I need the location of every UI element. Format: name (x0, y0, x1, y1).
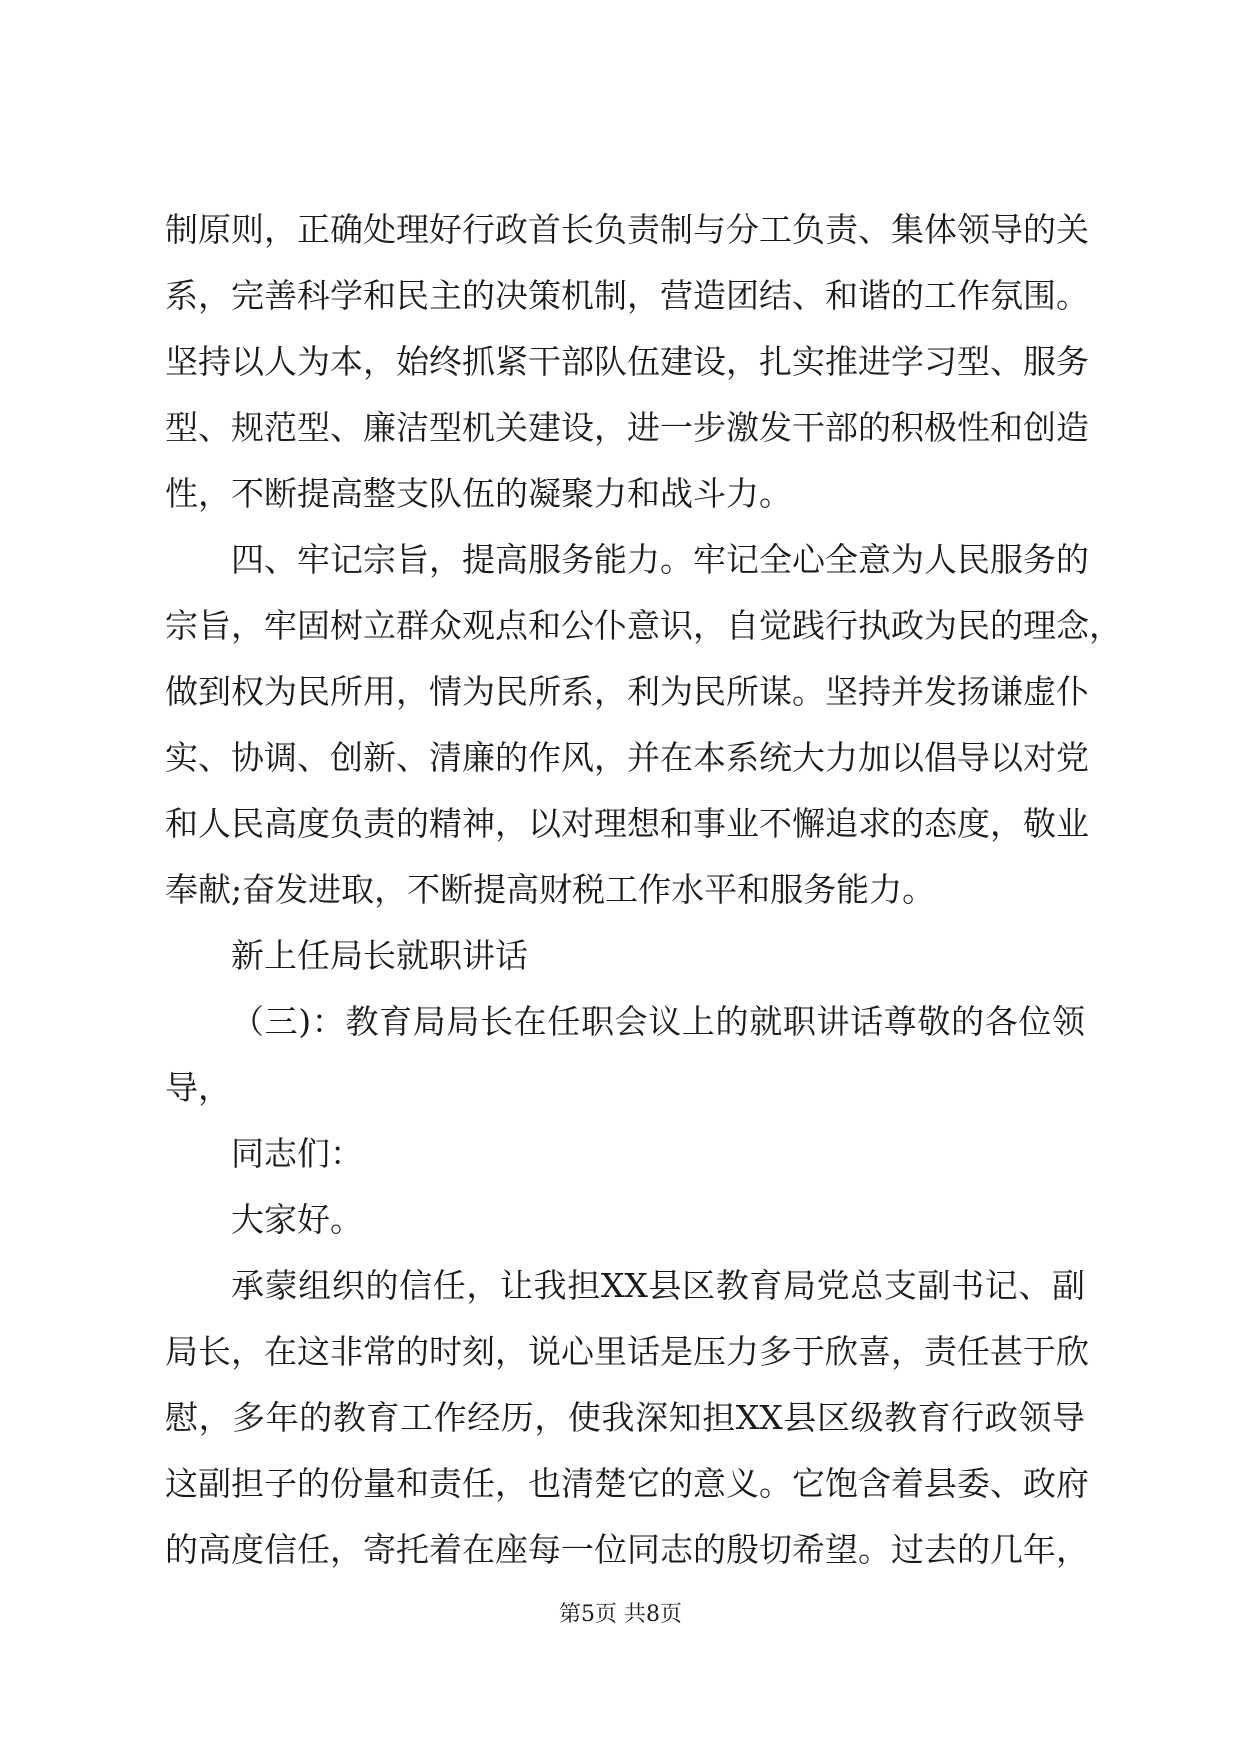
text-line: 奉献;奋发进取，不断提高财税工作水平和服务能力。 (165, 870, 936, 909)
text-line: 型、规范型、廉洁型机关建设，进一步激发干部的积极性和创造 (165, 408, 1089, 447)
text-line: 慰，多年的教育工作经历，使我深知担XX县区级教育行政领导 (165, 1398, 1085, 1437)
text-line: 局长，在这非常的时刻，说心里话是压力多于欣喜，责任甚于欣 (165, 1332, 1089, 1371)
text-line: 坚持以人为本，始终抓紧干部队伍建设，扎实推进学习型、服务 (165, 342, 1089, 381)
text-line: 性，不断提高整支队伍的凝聚力和战斗力。 (165, 474, 792, 513)
text-line: 和人民高度负责的精神，以对理想和事业不懈追求的态度，敬业 (165, 804, 1089, 843)
text-line: 的高度信任，寄托着在座每一位同志的殷切希望。过去的几年， (165, 1530, 1089, 1569)
text-line: 这副担子的份量和责任，也清楚它的意义。它饱含着县委、政府 (165, 1464, 1089, 1503)
salutation: 同志们： (231, 1134, 363, 1173)
text-line: 导， (165, 1068, 231, 1107)
text-line: （三)：教育局局长在任职会议上的就职讲话尊敬的各位领 (231, 1002, 1085, 1041)
page-footer: 第5页 共8页 (559, 1602, 682, 1627)
text-line: 实、协调、创新、清廉的作风，并在本系统大力加以倡导以对党 (165, 738, 1089, 777)
text-line: 四、牢记宗旨，提高服务能力。牢记全心全意为人民服务的 (231, 540, 1089, 579)
text-line: 制原则，正确处理好行政首长负责制与分工负责、集体领导的关 (165, 210, 1089, 249)
text-line: 宗旨，牢固树立群众观点和公仆意识，自觉践行执政为民的理念， (165, 606, 1122, 645)
text-line: 系，完善科学和民主的决策机制，营造团结、和谐的工作氛围。 (165, 276, 1089, 315)
text-line: 承蒙组织的信任，让我担XX县区教育局党总支副书记、副 (231, 1266, 1085, 1305)
section-heading: 新上任局长就职讲话 (231, 936, 528, 975)
greeting: 大家好。 (231, 1200, 363, 1239)
text-line: 做到权为民所用，情为民所系，利为民所谋。坚持并发扬谦虚仆 (165, 672, 1089, 711)
